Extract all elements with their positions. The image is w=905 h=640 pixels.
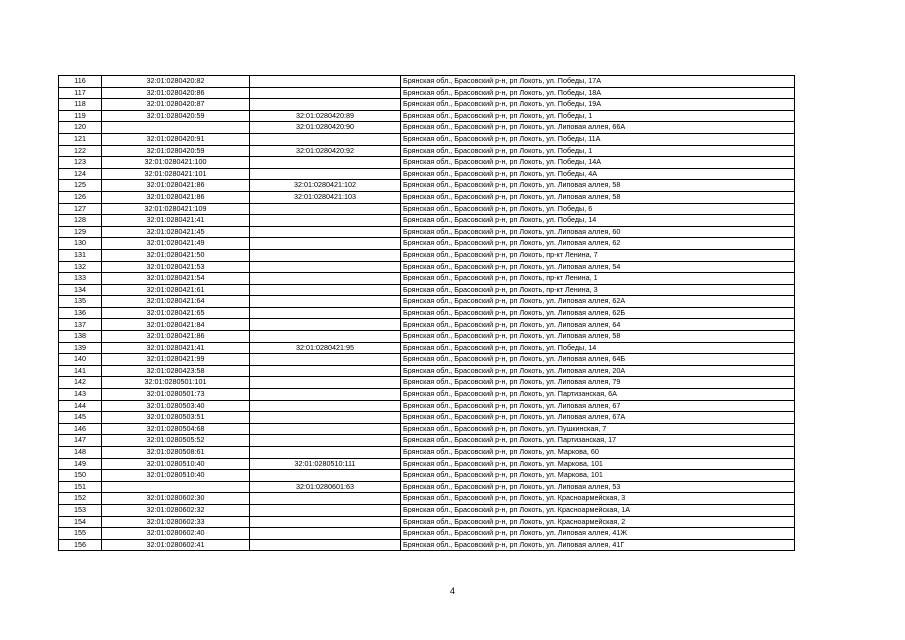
cadastral-number-cell: 32:01:0280503:51: [102, 412, 250, 424]
table-row: [59, 249, 795, 261]
new-cadastral-number-cell: [250, 447, 401, 459]
table-row: [59, 284, 795, 296]
new-cadastral-number-cell: [250, 168, 401, 180]
cadastral-number-cell: 32:01:0280421:49: [102, 238, 250, 250]
table-row: [59, 447, 795, 459]
new-cadastral-number-cell: [250, 528, 401, 540]
new-cadastral-number-cell: [250, 470, 401, 482]
table-row: [59, 504, 795, 516]
cadastral-number-cell: 32:01:0280503:40: [102, 400, 250, 412]
new-cadastral-number-cell: [250, 249, 401, 261]
row-number-cell: 155: [59, 528, 102, 540]
new-cadastral-number-cell: [250, 99, 401, 111]
cadastral-number-cell: 32:01:0280423:58: [102, 365, 250, 377]
row-number-cell: 136: [59, 307, 102, 319]
address-cell: Брянская обл., Брасовский р-н, рп Локоть, ул. Победы, 17А: [401, 76, 795, 88]
table-row: [59, 110, 795, 122]
address-cell: Брянская обл., Брасовский р-н, рп Локоть, пр-кт Ленина, 7: [401, 249, 795, 261]
row-number-cell: 153: [59, 504, 102, 516]
row-number-cell: 138: [59, 331, 102, 343]
address-cell: Брянская обл., Брасовский р-н, рп Локоть, ул. Липовая аллея, 67: [401, 400, 795, 412]
address-cell: Брянская обл., Брасовский р-н, рп Локоть, ул. Липовая аллея, 62: [401, 238, 795, 250]
address-cell: Брянская обл., Брасовский р-н, рп Локоть, ул. Пушкинская, 7: [401, 423, 795, 435]
cadastral-number-cell: 32:01:0280508:61: [102, 447, 250, 459]
address-cell: Брянская обл., Брасовский р-н, рп Локоть, ул. Победы, 14: [401, 215, 795, 227]
cadastral-number-cell: 32:01:0280421:41: [102, 342, 250, 354]
cadastral-number-cell: 32:01:0280602:30: [102, 493, 250, 505]
table-row: [59, 342, 795, 354]
table-row: [59, 516, 795, 528]
address-cell: Брянская обл., Брасовский р-н, рп Локоть, пр-кт Ленина, 1: [401, 273, 795, 285]
cadastral-number-cell: 32:01:0280510:40: [102, 470, 250, 482]
cadastral-number-cell: 32:01:0280420:86: [102, 87, 250, 99]
address-cell: Брянская обл., Брасовский р-н, рп Локоть, пр-кт Ленина, 3: [401, 284, 795, 296]
new-cadastral-number-cell: [250, 400, 401, 412]
table-row: [59, 238, 795, 250]
row-number-cell: 126: [59, 191, 102, 203]
address-cell: Брянская обл., Брасовский р-н, рп Локоть, ул. Липовая аллея, 64: [401, 319, 795, 331]
cadastral-number-cell: 32:01:0280421:54: [102, 273, 250, 285]
cadastral-number-cell: 32:01:0280505:52: [102, 435, 250, 447]
new-cadastral-number-cell: 32:01:0280421:103: [250, 191, 401, 203]
cadastral-number-cell: 32:01:0280501:101: [102, 377, 250, 389]
row-number-cell: 131: [59, 249, 102, 261]
row-number-cell: 128: [59, 215, 102, 227]
table-row: [59, 435, 795, 447]
new-cadastral-number-cell: [250, 284, 401, 296]
address-cell: Брянская обл., Брасовский р-н, рп Локоть, ул. Победы, 14: [401, 342, 795, 354]
new-cadastral-number-cell: [250, 412, 401, 424]
address-cell: Брянская обл., Брасовский р-н, рп Локоть, ул. Победы, 1: [401, 145, 795, 157]
cadastral-number-cell: 32:01:0280501:73: [102, 389, 250, 401]
address-cell: Брянская обл., Брасовский р-н, рп Локоть, ул. Липовая аллея, 58: [401, 180, 795, 192]
parcel-table-body: [59, 76, 795, 551]
address-cell: Брянская обл., Брасовский р-н, рп Локоть, ул. Липовая аллея, 62Б: [401, 307, 795, 319]
address-cell: Брянская обл., Брасовский р-н, рп Локоть, ул. Победы, 18А: [401, 87, 795, 99]
cadastral-number-cell: 32:01:0280421:99: [102, 354, 250, 366]
cadastral-number-cell: 32:01:0280421:86: [102, 331, 250, 343]
row-number-cell: 117: [59, 87, 102, 99]
new-cadastral-number-cell: [250, 354, 401, 366]
new-cadastral-number-cell: [250, 423, 401, 435]
table-row: [59, 377, 795, 389]
cadastral-number-cell: 32:01:0280421:50: [102, 249, 250, 261]
new-cadastral-number-cell: 32:01:0280420:89: [250, 110, 401, 122]
new-cadastral-number-cell: [250, 76, 401, 88]
row-number-cell: 119: [59, 110, 102, 122]
address-cell: Брянская обл., Брасовский р-н, рп Локоть, ул. Партизанская, 6А: [401, 389, 795, 401]
cadastral-number-cell: 32:01:0280602:41: [102, 539, 250, 551]
cadastral-number-cell: 32:01:0280421:65: [102, 307, 250, 319]
row-number-cell: 118: [59, 99, 102, 111]
address-cell: Брянская обл., Брасовский р-н, рп Локоть, ул. Победы, 1: [401, 110, 795, 122]
table-row: [59, 145, 795, 157]
table-row: [59, 226, 795, 238]
new-cadastral-number-cell: [250, 296, 401, 308]
new-cadastral-number-cell: [250, 319, 401, 331]
address-cell: Брянская обл., Брасовский р-н, рп Локоть, ул. Липовая аллея, 62А: [401, 296, 795, 308]
new-cadastral-number-cell: 32:01:0280420:90: [250, 122, 401, 134]
table-row: [59, 354, 795, 366]
row-number-cell: 135: [59, 296, 102, 308]
cadastral-number-cell: 32:01:0280420:91: [102, 133, 250, 145]
address-cell: Брянская обл., Брасовский р-н, рп Локоть, ул. Липовая аллея, 60: [401, 226, 795, 238]
new-cadastral-number-cell: [250, 226, 401, 238]
table-row: [59, 157, 795, 169]
table-row: [59, 528, 795, 540]
row-number-cell: 152: [59, 493, 102, 505]
table-row: [59, 215, 795, 227]
cadastral-number-cell: 32:01:0280420:59: [102, 145, 250, 157]
row-number-cell: 123: [59, 157, 102, 169]
row-number-cell: 130: [59, 238, 102, 250]
row-number-cell: 137: [59, 319, 102, 331]
address-cell: Брянская обл., Брасовский р-н, рп Локоть, ул. Маркова, 101: [401, 458, 795, 470]
row-number-cell: 150: [59, 470, 102, 482]
address-cell: Брянская обл., Брасовский р-н, рп Локоть, ул. Липовая аллея, 64Б: [401, 354, 795, 366]
address-cell: Брянская обл., Брасовский р-н, рп Локоть, ул. Победы, 19А: [401, 99, 795, 111]
parcel-table: [58, 75, 795, 551]
new-cadastral-number-cell: [250, 504, 401, 516]
row-number-cell: 141: [59, 365, 102, 377]
address-cell: Брянская обл., Брасовский р-н, рп Локоть, ул. Липовая аллея, 53: [401, 481, 795, 493]
table-row: [59, 481, 795, 493]
table-row: [59, 389, 795, 401]
new-cadastral-number-cell: [250, 238, 401, 250]
row-number-cell: 149: [59, 458, 102, 470]
table-row: [59, 261, 795, 273]
row-number-cell: 154: [59, 516, 102, 528]
cadastral-number-cell: 32:01:0280421:84: [102, 319, 250, 331]
table-row: [59, 319, 795, 331]
row-number-cell: 127: [59, 203, 102, 215]
new-cadastral-number-cell: 32:01:0280510:111: [250, 458, 401, 470]
cadastral-number-cell: 32:01:0280421:41: [102, 215, 250, 227]
new-cadastral-number-cell: [250, 261, 401, 273]
row-number-cell: 125: [59, 180, 102, 192]
new-cadastral-number-cell: [250, 539, 401, 551]
row-number-cell: 156: [59, 539, 102, 551]
address-cell: Брянская обл., Брасовский р-н, рп Локоть, ул. Красноармейская, 1А: [401, 504, 795, 516]
new-cadastral-number-cell: 32:01:0280421:95: [250, 342, 401, 354]
row-number-cell: 129: [59, 226, 102, 238]
table-row: [59, 331, 795, 343]
cadastral-number-cell: 32:01:0280420:59: [102, 110, 250, 122]
address-cell: Брянская обл., Брасовский р-н, рп Локоть, ул. Липовая аллея, 41Г: [401, 539, 795, 551]
address-cell: Брянская обл., Брасовский р-н, рп Локоть, ул. Победы, 4А: [401, 168, 795, 180]
row-number-cell: 148: [59, 447, 102, 459]
new-cadastral-number-cell: [250, 215, 401, 227]
table-row: [59, 191, 795, 203]
table-row: [59, 296, 795, 308]
cadastral-number-cell: 32:01:0280420:87: [102, 99, 250, 111]
row-number-cell: 146: [59, 423, 102, 435]
address-cell: Брянская обл., Брасовский р-н, рп Локоть, ул. Победы, 6: [401, 203, 795, 215]
cadastral-number-cell: 32:01:0280421:100: [102, 157, 250, 169]
page-number: 4: [449, 586, 455, 596]
row-number-cell: 122: [59, 145, 102, 157]
new-cadastral-number-cell: [250, 389, 401, 401]
cadastral-number-cell: 32:01:0280421:86: [102, 180, 250, 192]
new-cadastral-number-cell: [250, 273, 401, 285]
cadastral-number-cell: 32:01:0280602:40: [102, 528, 250, 540]
new-cadastral-number-cell: [250, 435, 401, 447]
row-number-cell: 120: [59, 122, 102, 134]
address-cell: Брянская обл., Брасовский р-н, рп Локоть, ул. Липовая аллея, 79: [401, 377, 795, 389]
address-cell: Брянская обл., Брасовский р-н, рп Локоть, ул. Липовая аллея, 20А: [401, 365, 795, 377]
cadastral-number-cell: 32:01:0280421:61: [102, 284, 250, 296]
table-row: [59, 493, 795, 505]
new-cadastral-number-cell: [250, 516, 401, 528]
cadastral-number-cell: 32:01:0280421:64: [102, 296, 250, 308]
address-cell: Брянская обл., Брасовский р-н, рп Локоть, ул. Липовая аллея, 67А: [401, 412, 795, 424]
new-cadastral-number-cell: [250, 331, 401, 343]
row-number-cell: 145: [59, 412, 102, 424]
row-number-cell: 151: [59, 481, 102, 493]
row-number-cell: 121: [59, 133, 102, 145]
table-row: [59, 180, 795, 192]
table-row: [59, 76, 795, 88]
row-number-cell: 133: [59, 273, 102, 285]
cadastral-number-cell: [102, 481, 250, 493]
cadastral-number-cell: 32:01:0280602:33: [102, 516, 250, 528]
row-number-cell: 144: [59, 400, 102, 412]
table-row: [59, 458, 795, 470]
cadastral-number-cell: [102, 122, 250, 134]
cadastral-number-cell: 32:01:0280510:40: [102, 458, 250, 470]
table-row: [59, 470, 795, 482]
table-row: [59, 87, 795, 99]
row-number-cell: 116: [59, 76, 102, 88]
address-cell: Брянская обл., Брасовский р-н, рп Локоть, ул. Красноармейская, 2: [401, 516, 795, 528]
address-cell: Брянская обл., Брасовский р-н, рп Локоть, ул. Победы, 11А: [401, 133, 795, 145]
new-cadastral-number-cell: [250, 133, 401, 145]
address-cell: Брянская обл., Брасовский р-н, рп Локоть, ул. Липовая аллея, 41Ж: [401, 528, 795, 540]
address-cell: Брянская обл., Брасовский р-н, рп Локоть, ул. Маркова, 60: [401, 447, 795, 459]
cadastral-number-cell: 32:01:0280421:86: [102, 191, 250, 203]
address-cell: Брянская обл., Брасовский р-н, рп Локоть, ул. Партизанская, 17: [401, 435, 795, 447]
row-number-cell: 142: [59, 377, 102, 389]
table-row: [59, 412, 795, 424]
table-row: [59, 307, 795, 319]
cadastral-number-cell: 32:01:0280421:45: [102, 226, 250, 238]
address-cell: Брянская обл., Брасовский р-н, рп Локоть, ул. Победы, 14А: [401, 157, 795, 169]
new-cadastral-number-cell: [250, 365, 401, 377]
table-row: [59, 122, 795, 134]
address-cell: Брянская обл., Брасовский р-н, рп Локоть, ул. Липовая аллея, 54: [401, 261, 795, 273]
table-row: [59, 423, 795, 435]
new-cadastral-number-cell: 32:01:0280421:102: [250, 180, 401, 192]
row-number-cell: 147: [59, 435, 102, 447]
new-cadastral-number-cell: [250, 307, 401, 319]
cadastral-number-cell: 32:01:0280421:53: [102, 261, 250, 273]
address-cell: Брянская обл., Брасовский р-н, рп Локоть, ул. Липовая аллея, 58: [401, 331, 795, 343]
row-number-cell: 140: [59, 354, 102, 366]
row-number-cell: 139: [59, 342, 102, 354]
new-cadastral-number-cell: [250, 377, 401, 389]
address-cell: Брянская обл., Брасовский р-н, рп Локоть, ул. Маркова, 101: [401, 470, 795, 482]
table-row: [59, 203, 795, 215]
address-cell: Брянская обл., Брасовский р-н, рп Локоть, ул. Липовая аллея, 58: [401, 191, 795, 203]
row-number-cell: 134: [59, 284, 102, 296]
new-cadastral-number-cell: [250, 87, 401, 99]
cadastral-number-cell: 32:01:0280504:68: [102, 423, 250, 435]
new-cadastral-number-cell: 32:01:0280420:92: [250, 145, 401, 157]
row-number-cell: 143: [59, 389, 102, 401]
table-row: [59, 168, 795, 180]
row-number-cell: 124: [59, 168, 102, 180]
cadastral-number-cell: 32:01:0280420:82: [102, 76, 250, 88]
row-number-cell: 132: [59, 261, 102, 273]
cadastral-number-cell: 32:01:0280421:109: [102, 203, 250, 215]
table-row: [59, 400, 795, 412]
new-cadastral-number-cell: [250, 493, 401, 505]
address-cell: Брянская обл., Брасовский р-н, рп Локоть, ул. Красноармейская, 3: [401, 493, 795, 505]
cadastral-number-cell: 32:01:0280421:101: [102, 168, 250, 180]
new-cadastral-number-cell: 32:01:0280601:63: [250, 481, 401, 493]
table-row: [59, 539, 795, 551]
new-cadastral-number-cell: [250, 157, 401, 169]
table-row: [59, 133, 795, 145]
new-cadastral-number-cell: [250, 203, 401, 215]
table-row: [59, 273, 795, 285]
table-row: [59, 365, 795, 377]
address-cell: Брянская обл., Брасовский р-н, рп Локоть, ул. Липовая аллея, 66А: [401, 122, 795, 134]
cadastral-number-cell: 32:01:0280602:32: [102, 504, 250, 516]
table-row: [59, 99, 795, 111]
